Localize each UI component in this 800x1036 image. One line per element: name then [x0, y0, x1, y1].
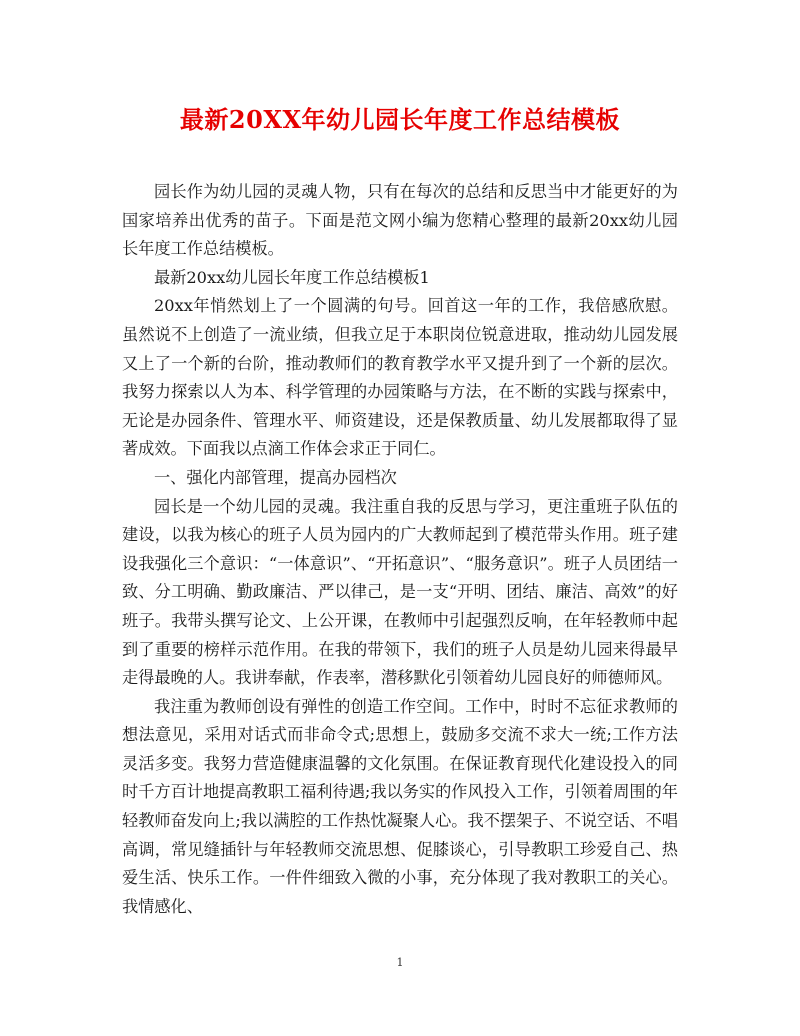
body-paragraph: 20xx年悄然划上了一个圆满的句号。回首这一年的工作，我倍感欣慰。虽然说不上创造了一流业绩，但我立足于本职岗位锐意进取，推动幼儿园发展又上了一个新的台阶，推动教师们的教育教学水平又提升到了一个新的层次。我努力探索以人为本、科学管理的办园策略与方法，在不断的实践与探索中，无论是办园条件、管理水平、师资建设，还是保教质量、幼儿发展都取得了显著成效。下面我以点滴工作体会求正于同仁。 [122, 296, 678, 459]
document-title: 最新20XX年幼儿园长年度工作总结模板 [179, 105, 621, 134]
page-number: 1 [396, 956, 404, 969]
subsection-heading: 一、强化内部管理，提高办园档次 [154, 467, 397, 487]
body-paragraph: 园长是一个幼儿园的灵魂。我注重自我的反思与学习，更注重班子队伍的建设，以我为核心的班子人员为园内的广大教师起到了模范带头作用。班子建设我强化三个意识：“一体意识”、“开拓意识”、“服务意识”。班子人员团结一致、分工明确、勤政廉洁、严以律己，是一支“开明、团结、廉洁、高效”的好班子。我带头撰写论文、上公开课，在教师中引起强烈反响，在年轻教师中起到了重要的榜样示范作用。在我的带领下，我们的班子人员是幼儿园来得最早走得最晚的人。我讲奉献，作表率，潜移默化引领着幼儿园良好的师德师风。 [122, 496, 678, 688]
body-paragraph: 我注重为教师创设有弹性的创造工作空间。工作中，时时不忘征求教师的想法意见，采用对话式而非命令式;思想上，鼓励多交流不求大一统;工作方法灵活多变。我努力营造健康温馨的文化氛围。在保证教育现代化建设投入的同时千方百计地提高教职工福利待遇;我以务实的作风投入工作，引领着周围的年轻教师奋发向上;我以满腔的工作热忱凝聚人心。我不摆架子、不说空话、不唱高调，常见缝插针与年轻教师交流思想、促膝谈心，引导教职工珍爱自己、热爱生活、快乐工作。一件件细致入微的小事，充分体现了我对教职工的关心。我情感化、 [122, 696, 678, 916]
document-body [122, 178, 678, 921]
section-heading: 最新20xx幼儿园长年度工作总结模板1 [154, 267, 430, 287]
intro-paragraph: 园长作为幼儿园的灵魂人物，只有在每次的总结和反思当中才能更好的为国家培养出优秀的苗子。下面是范文网小编为您精心整理的最新20xx幼儿园长年度工作总结模板。 [122, 182, 678, 259]
